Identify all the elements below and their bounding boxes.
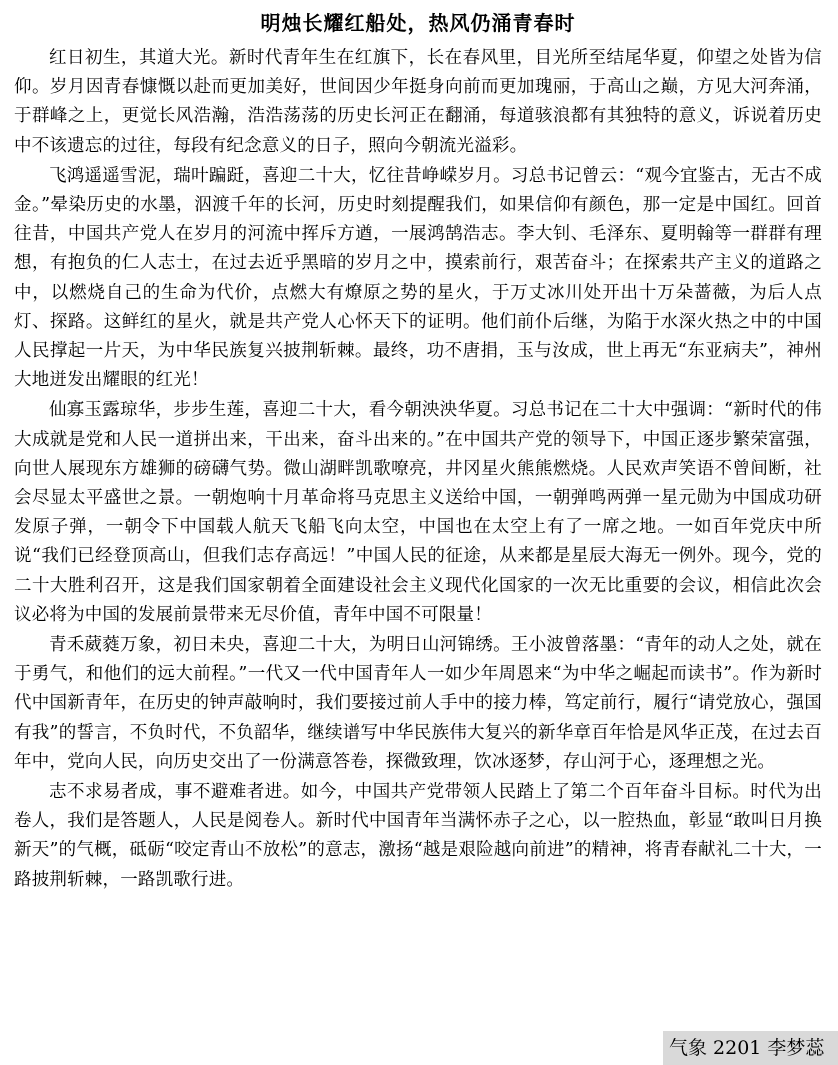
page-title: 明烛长耀红船处，热风仍涌青春时 [260, 11, 576, 35]
author-signature-block [663, 1031, 838, 1065]
author-signature: 气象 2201 李梦蕊 [669, 1037, 825, 1059]
body-paragraph: 仙寡玉露琼华，步步生莲，喜迎二十大，看今朝泱泱华夏。习总书记在二十大中强调：“新时代的伟大成就是党和人民一道拼出来，干出来，奋斗出来的。”在中国共产党的领导下，中国正逐步繁荣富强，向世人展现东方雄狮的磅礴气势。微山湖畔凯歌嘹亮，井冈星火熊熊燃烧。人民欢声笑语不曾间断，社会尽显太平盛世之景。一朝炮响十月革命将马克思主义送给中国，一朝弹鸣两弹一星元勋为中国成功研发原子弹，一朝令下中国载人航天飞船飞向太空，中国也在太空上有了一席之地。一如百年党庆中所说“我们已经登顶高山，但我们志存高远！”中国人民的征途，从来都是星辰大海无一例外。现今，党的二十大胜利召开，这是我们国家朝着全面建设社会主义现代化国家的一次无比重要的会议，相信此次会议必将为中国的发展前景带来无尽价值，青年中国不可限量！ [14, 400, 822, 625]
body-paragraph: 红日初生，其道大光。新时代青年生在红旗下，长在春风里，目光所至结尾华夏，仰望之处皆为信仰。岁月因青春慷慨以赴而更加美好，世间因少年挺身向前而更加瑰丽，于高山之巅，方见大河奔涌，于群峰之上，更觉长风浩瀚，浩浩荡荡的历史长河正在翻涌，每道骇浪都有其独特的意义，诉说着历史中不该遗忘的过往，每段有纪念意义的日子，照向今朝流光溢彩。 [14, 48, 822, 156]
body-paragraph: 青禾葳蕤万象，初日未央，喜迎二十大，为明日山河锦绣。王小波曾落墨：“青年的动人之处，就在于勇气，和他们的远大前程。”一代又一代中国青年人一如少年周恩来“为中华之崛起而读书”。作为新时代中国新青年，在历史的钟声敲响时，我们要接过前人手中的接力棒，笃定前行，履行“请党放心，强国有我”的誓言，不负时代，不负韶华，继续谱写中华民族伟大复兴的新华章百年恰是风华正茂，在过去百年中，党向人民，向历史交出了一份满意答卷，探微致理，饮冰逐梦，存山河于心，逐理想之光。 [14, 635, 822, 772]
body-paragraph: 志不求易者成，事不避难者进。如今，中国共产党带领人民踏上了第二个百年奋斗目标。时代为出卷人，我们是答题人，人民是阅卷人。新时代中国青年当满怀赤子之心，以一腔热血，彰显“敢叫日月换新天”的气概，砥砺“咬定青山不放松”的意志，激扬“越是艰险越向前进”的精神，将青春献礼二十大，一路披荆斩棘，一路凯歌行进。 [14, 782, 822, 890]
body-paragraph: 飞鸿遥遥雪泥，瑞叶蹁跹，喜迎二十大，忆往昔峥嵘岁月。习总书记曾云：“观今宜鉴古，无古不成金。”晕染历史的水墨，泅渡千年的长河，历史时刻提醒我们，如果信仰有颜色，那一定是中国红。回首往昔，中国共产党人在岁月的河流中挥斥方遒，一展鸿鹄浩志。李大钊、毛泽东、夏明翰等一群群有理想，有抱负的仁人志士，在过去近乎黑暗的岁月之中，摸索前行，艰苦奋斗；在探索共产主义的道路之中，以燃烧自己的生命为代价，点燃大有燎原之势的星火，于万丈冰川处开出十万朵蔷薇，为后人点灯、探路。这鲜红的星火，就是共产党人心怀天下的证明。他们前仆后继，为陷于水深火热之中的中国人民撑起一片天，为中华民族复兴披荆斩棘。最终，功不唐捐，玉与汝成，世上再无“东亚病夫”，神州大地迸发出耀眼的红光！ [14, 165, 822, 391]
